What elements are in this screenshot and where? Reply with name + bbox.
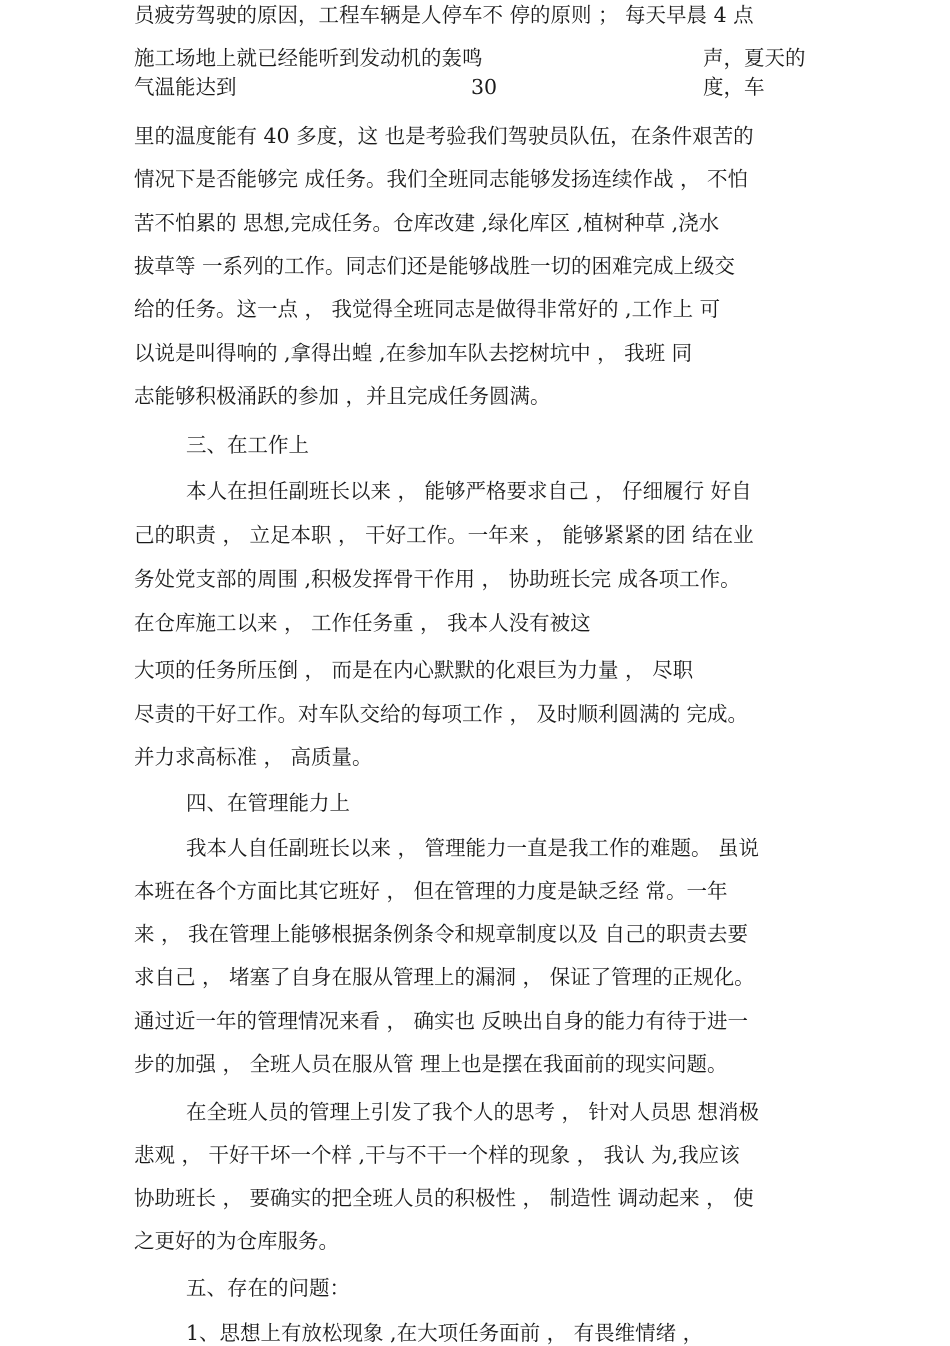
list-item: 1、思想上有放松现象 ,在大项任务面前 ， 有畏维情绪 ， — [186, 1321, 704, 1345]
text-line: 步的加强 ， 全班人员在服从管 理上也是摆在我面前的现实问题。 — [134, 1052, 728, 1076]
text-line: 拔草等 一系列的工作。同志们还是能够战胜一切的困难完成上级交 — [134, 254, 736, 278]
text-line: 尽责的干好工作。对车队交给的每项工作 ， 及时顺利圆满的 完成。 — [134, 702, 749, 726]
text-line: 并力求高标准 ， 高质量。 — [134, 745, 373, 769]
text-line-fragment: 施工场地上就已经能听到发动机的轰鸣 — [134, 46, 483, 70]
text-line: 悲观 ， 干好干坏一个样 ,干与不干一个样的现象 ， 我认 为,我应该 — [134, 1143, 740, 1167]
text-line: 之更好的为仓库服务。 — [134, 1229, 339, 1253]
text-line: 本班在各个方面比其它班好 ， 但在管理的力度是缺乏经 常。一年 — [134, 879, 728, 903]
text-line: 协助班长 ， 要确实的把全班人员的积极性 ， 制造性 调动起来 ， 使 — [134, 1186, 754, 1210]
section-heading: 四、在管理能力上 — [186, 791, 350, 815]
text-line: 情况下是否能够完 成任务。我们全班同志能够发扬连续作战 ， 不怕 — [134, 167, 749, 191]
text-line: 己的职责 ， 立足本职 ， 干好工作。一年来 ， 能够紧紧的团 结在业 — [134, 523, 754, 547]
text-line: 本人在担任副班长以来 ， 能够严格要求自己 ， 仔细履行 好自 — [186, 479, 752, 503]
text-line: 以说是叫得响的 ,拿得出蝗 ,在参加车队去挖树坑中 ， 我班 同 — [134, 341, 693, 365]
text-line: 来 ， 我在管理上能够根据条例条令和规章制度以及 自己的职责去要 — [134, 922, 749, 946]
text-line: 员疲劳驾驶的原因，工程车辆是人停车不 停的原则 ； 每天早晨 4 点 — [134, 3, 754, 27]
text-line: 务处党支部的周围 ,积极发挥骨干作用 ， 协助班长完 成各项工作。 — [134, 567, 741, 591]
text-line-fragment: 声，夏天的 — [703, 46, 806, 70]
text-line: 苦不怕累的 思想,完成任务。仓库改建 ,绿化库区 ,植树种草 ,浇水 — [134, 211, 720, 235]
text-line: 里的温度能有 40 多度，这 也是考验我们驾驶员队伍，在条件艰苦的 — [134, 124, 754, 148]
text-line: 我本人自任副班长以来 ， 管理能力一直是我工作的难题。 虽说 — [186, 836, 760, 860]
section-heading: 三、在工作上 — [186, 433, 309, 457]
text-line-fragment: 30 — [471, 75, 498, 99]
section-heading: 五、存在的问题： — [186, 1276, 350, 1300]
text-line: 求自己 ， 堵塞了自身在服从管理上的漏洞 ， 保证了管理的正规化。 — [134, 965, 755, 989]
text-line: 志能够积极涌跃的参加 ，并且完成任务圆满。 — [134, 384, 551, 408]
text-line-fragment: 气温能达到 — [134, 75, 237, 99]
text-line: 给的任务。这一点 ， 我觉得全班同志是做得非常好的 ,工作上 可 — [134, 297, 721, 321]
text-line: 在全班人员的管理上引发了我个人的思考 ， 针对人员思 想消极 — [186, 1100, 760, 1124]
text-line-fragment: 度，车 — [703, 75, 765, 99]
text-line: 通过近一年的管理情况来看 ， 确实也 反映出自身的能力有待于进一 — [134, 1009, 749, 1033]
text-line: 大项的任务所压倒 ， 而是在内心默默的化艰巨为力量 ， 尽职 — [134, 658, 694, 682]
text-line: 在仓库施工以来 ， 工作任务重 ， 我本人没有被这 — [134, 611, 591, 635]
